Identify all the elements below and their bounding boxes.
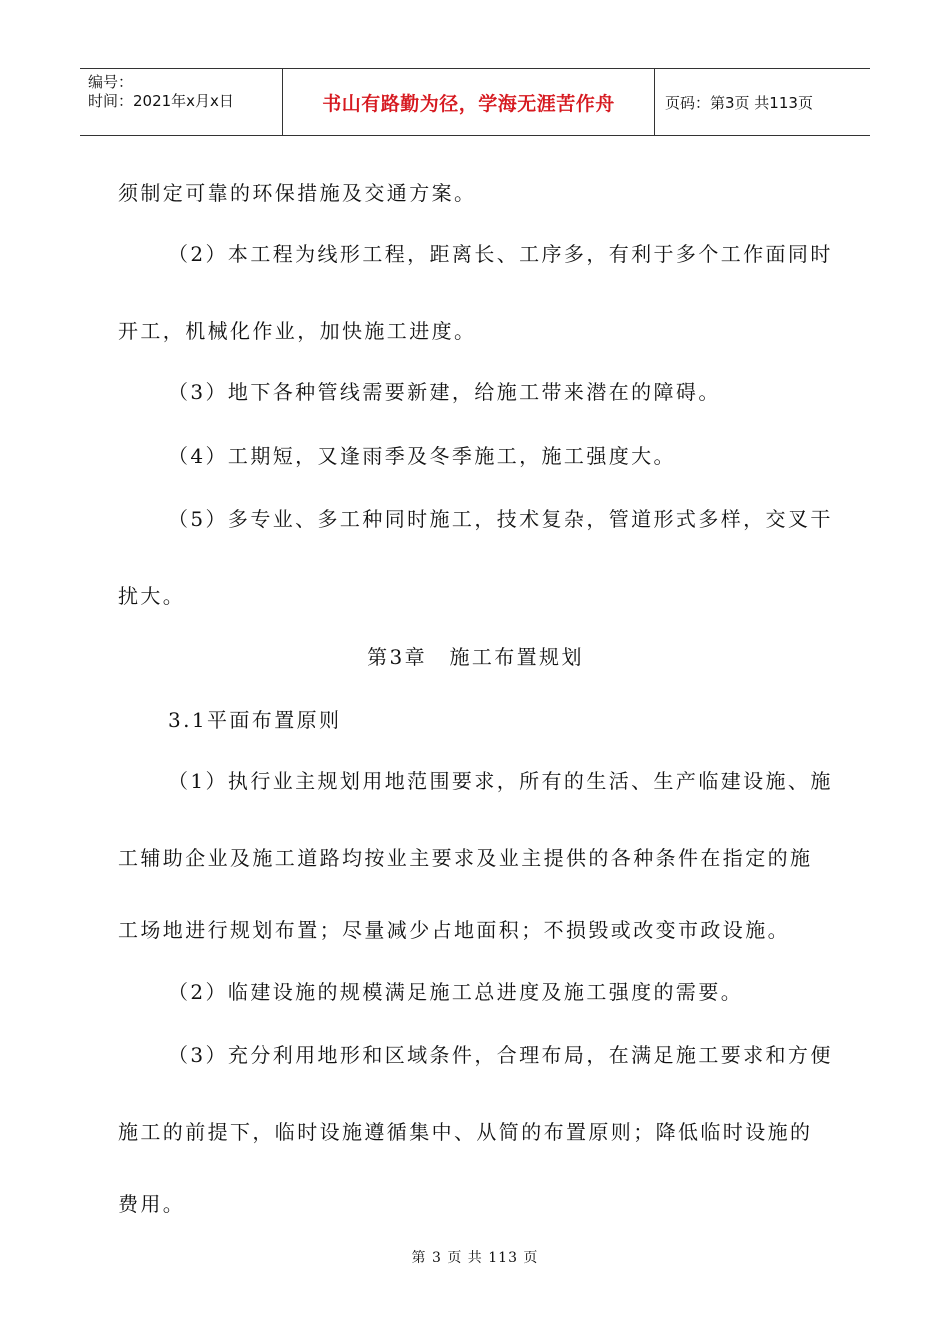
body-line: 费用。: [118, 1192, 186, 1216]
chapter-heading: 第3章 施工布置规划: [367, 645, 584, 669]
body-line: 施工的前提下，临时设施遵循集中、从简的布置原则；降低临时设施的: [118, 1120, 813, 1144]
body-line: （4）工期短，又逢雨季及冬季施工，施工强度大。: [168, 444, 676, 468]
body-line: 须制定可靠的环保措施及交通方案。: [118, 181, 477, 205]
body-line: （3）充分利用地形和区域条件，合理布局，在满足施工要求和方便: [168, 1043, 833, 1067]
body-line: （2）临建设施的规模满足施工总进度及施工强度的需要。: [168, 980, 744, 1004]
body-line: （5）多专业、多工种同时施工，技术复杂，管道形式多样，交叉干: [168, 507, 833, 531]
document-date: 时间：2021年x月x日: [88, 92, 234, 110]
page-footer: 第 3 页 共 113 页: [411, 1250, 539, 1266]
section-heading: 3.1平面布置原则: [168, 708, 342, 732]
header-motto: 书山有路勤为径，学海无涯苦作舟: [282, 69, 655, 135]
body-line: 工辅助企业及施工道路均按业主要求及业主提供的各种条件在指定的施: [118, 846, 813, 870]
header-page-info: 页码：第3页 共113页: [665, 93, 813, 112]
page-header: [80, 68, 870, 136]
header-meta: [80, 69, 282, 135]
body-line: （1）执行业主规划用地范围要求，所有的生活、生产临建设施、施: [168, 769, 833, 793]
body-line: 工场地进行规划布置；尽量减少占地面积；不损毁或改变市政设施。: [118, 918, 790, 942]
body-line: （3）地下各种管线需要新建，给施工带来潜在的障碍。: [168, 380, 721, 404]
body-line: 扰大。: [118, 584, 186, 608]
body-line: 开工，机械化作业，加快施工进度。: [118, 319, 477, 343]
document-number-label: 编号：: [88, 73, 134, 91]
body-line: （2）本工程为线形工程，距离长、工序多，有利于多个工作面同时: [168, 242, 833, 266]
